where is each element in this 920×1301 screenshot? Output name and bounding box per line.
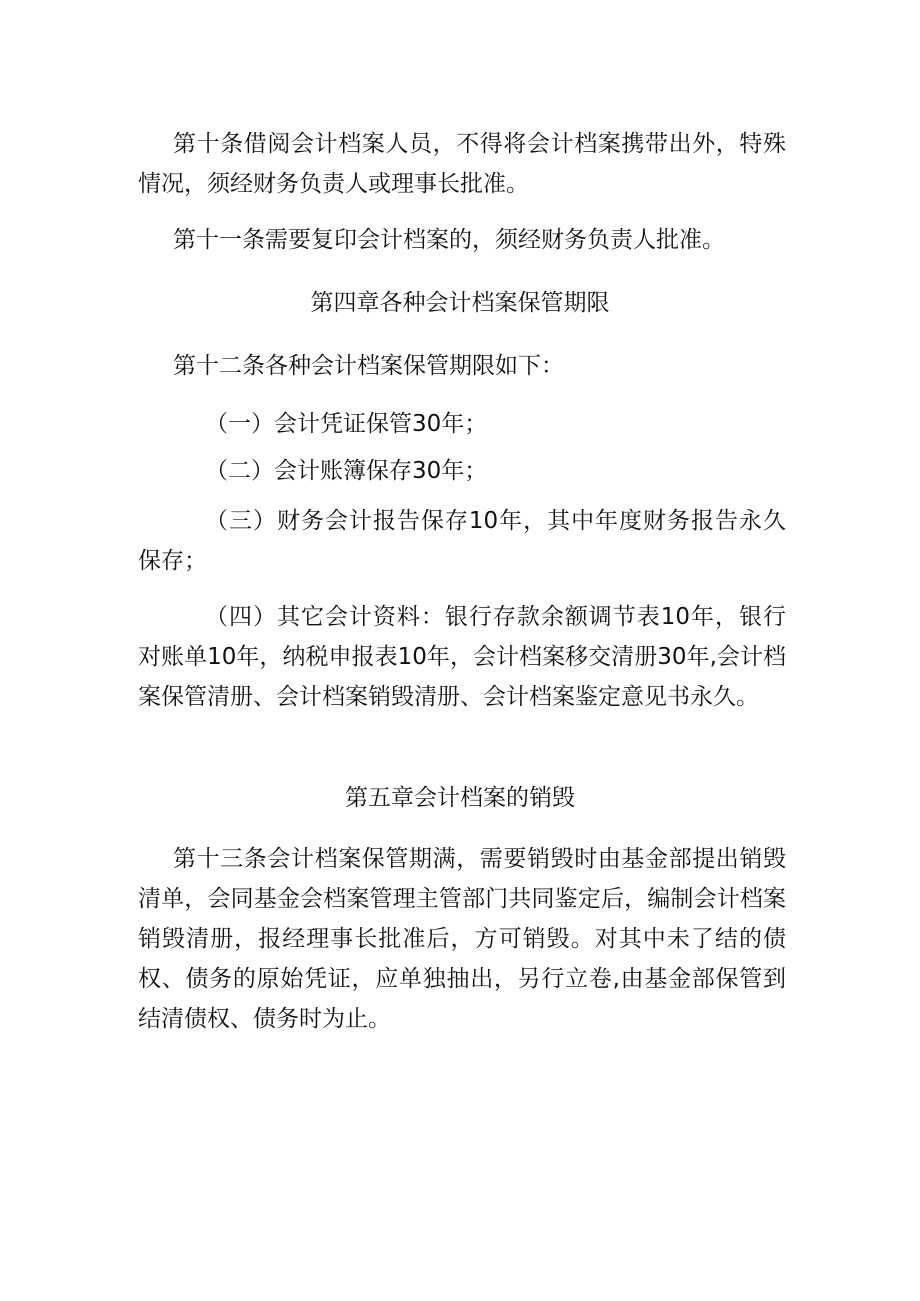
list-item: （一）会计凭证保管30年； (205, 411, 488, 437)
list-item: （二）会计账簿保存30年； (205, 458, 488, 484)
article-10-paragraph: 第十条借阅会计档案人员，不得将会计档案携带出外，特殊情况，须经财务负责人或理事长批准。 (138, 131, 786, 197)
article-12-paragraph: 第十二条各种会计档案保管期限如下： (173, 353, 564, 379)
article-13-paragraph: 第十三条会计档案保管期满，需要销毁时由基金部提出销毁清单，会同基金会档案管理主管部门共同鉴定后，编制会计档案销毁清册，报经理事长批准后，方可销毁。对其中未了结的债权、债务的原始凭证，应单独抽出，另行立卷,由基金部保管到结清债权、债务时为止。 (138, 846, 786, 1032)
article-11-paragraph: 第十一条需要复印会计档案的，须经财务负责人批准。 (173, 227, 725, 253)
chapter-5-heading: 第五章会计档案的销毁 (345, 785, 575, 811)
list-item: （四）其它会计资料：银行存款余额调节表10年，银行对账单10年，纳税申报表10年，会计档案移交清册30年,会计档案保管清册、会计档案销毁清册、会计档案鉴定意见书永久。 (138, 604, 786, 710)
chapter-4-heading: 第四章各种会计档案保管期限 (310, 290, 610, 316)
list-item: （三）财务会计报告保存10年，其中年度财务报告永久保存； (138, 508, 786, 574)
